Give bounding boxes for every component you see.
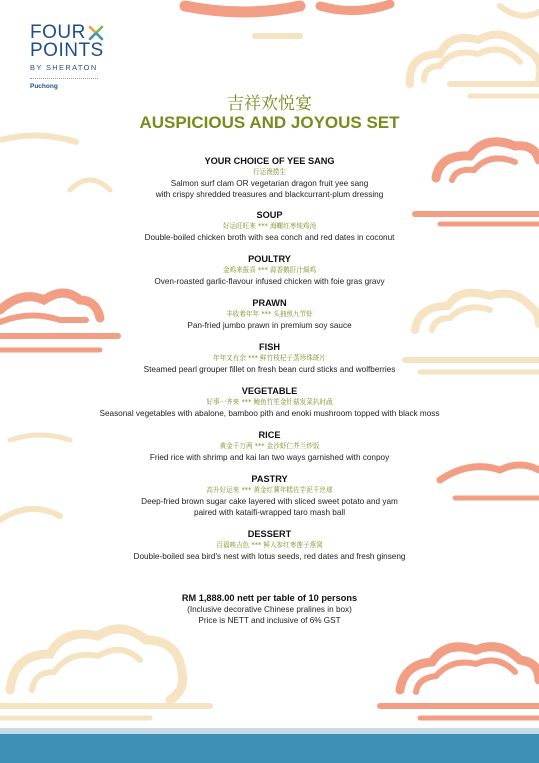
section-description: Seasonal vegetables with abalone, bamboo pith and enoki mushroom topped with black moss bbox=[99, 409, 440, 418]
section-chinese: 金鸡来报喜 *** 蒜香鹅肝汁焗鸡 bbox=[222, 266, 317, 274]
price-main: RM 1,888.00 nett per table of 10 persons bbox=[181, 593, 358, 603]
logo-line-2: POINTS bbox=[30, 40, 104, 61]
hotel-logo bbox=[30, 24, 104, 90]
section-description: Double-boiled chicken broth with sea conch and red dates in coconut bbox=[144, 233, 395, 242]
section-description: Oven-roasted garlic-flavour infused chicken with foie gras gravy bbox=[154, 277, 385, 286]
title-english: AUSPICIOUS AND JOYOUS SET bbox=[139, 113, 400, 132]
section-heading: VEGETABLE bbox=[241, 386, 298, 396]
section-description: paired with kataifi-wrapped taro mash ball bbox=[193, 508, 346, 517]
price-note-gst: Price is NETT and inclusive of 6% GST bbox=[198, 616, 341, 625]
section-vegetable bbox=[0, 385, 539, 419]
price-note-pralines: (Inclusive decorative Chinese pralines in box) bbox=[187, 605, 352, 614]
logo-line-1: FOUR bbox=[30, 22, 86, 43]
section-chinese: 年年又有余 *** 鲜竹枝杞子蒸珍珠斑片 bbox=[213, 354, 326, 362]
section-chinese: 好事一齐来 *** 鲍鱼竹笙金针菇发菜扒时蔬 bbox=[206, 398, 333, 406]
section-yee-sang bbox=[0, 155, 539, 200]
section-heading: YOUR CHOICE OF YEE SANG bbox=[204, 156, 335, 166]
logo-city: Puchong bbox=[30, 83, 58, 90]
section-heading: PASTRY bbox=[251, 474, 288, 484]
section-dessert bbox=[0, 528, 539, 562]
logo-x-icon bbox=[88, 25, 104, 41]
section-description: Salmon surf clam OR vegetarian dragon fruit yee sang bbox=[170, 179, 369, 188]
section-chinese: 百福映吉色 *** 鲜人参红枣莲子燕窝 bbox=[216, 541, 323, 549]
section-description: Double-boiled sea bird's nest with lotus seeds, red dates and fresh ginseng bbox=[133, 552, 406, 561]
logo-by-sheraton: BY SHERATON bbox=[30, 63, 98, 72]
section-soup bbox=[0, 209, 539, 243]
price-block bbox=[0, 592, 539, 626]
section-fish bbox=[0, 341, 539, 375]
section-chinese: 高升好运来 *** 黄金红薯年糕佐芋泥千丝球 bbox=[206, 486, 333, 494]
section-description: Pan-fried jumbo prawn in premium soy sauce bbox=[187, 321, 352, 330]
menu-sections bbox=[0, 155, 539, 562]
section-description: Fried rice with shrimp and kai lan two ways garnished with conpoy bbox=[149, 453, 390, 462]
section-chinese: 好运旺旺来 *** 海螺红枣炖鸡汤 bbox=[222, 222, 317, 230]
section-heading: POULTRY bbox=[248, 254, 291, 264]
section-heading: SOUP bbox=[256, 210, 283, 220]
footer-band bbox=[0, 734, 539, 763]
section-heading: FISH bbox=[259, 342, 280, 352]
logo-divider bbox=[30, 78, 98, 79]
section-chinese: 行运渔捞生 bbox=[253, 168, 286, 176]
section-poultry bbox=[0, 253, 539, 287]
section-heading: RICE bbox=[258, 430, 281, 440]
section-rice bbox=[0, 429, 539, 463]
title-chinese: 吉祥欢悦宴 bbox=[227, 94, 312, 114]
section-heading: PRAWN bbox=[252, 298, 287, 308]
section-description: with crispy shredded treasures and blackcurrant-plum dressing bbox=[155, 190, 384, 199]
section-prawn bbox=[0, 297, 539, 331]
section-description: Deep-fried brown sugar cake layered with sliced sweet potato and yam bbox=[141, 497, 398, 506]
section-chinese: 黄金千万两 *** 金沙虾仁芥兰炒饭 bbox=[219, 442, 320, 450]
section-chinese: 丰收着年年 *** 头抽煎九节虾 bbox=[226, 310, 313, 318]
section-pastry bbox=[0, 473, 539, 518]
section-heading: DESSERT bbox=[247, 529, 292, 539]
section-description: Steamed pearl grouper fillet on fresh bean curd sticks and wolfberries bbox=[143, 365, 396, 374]
